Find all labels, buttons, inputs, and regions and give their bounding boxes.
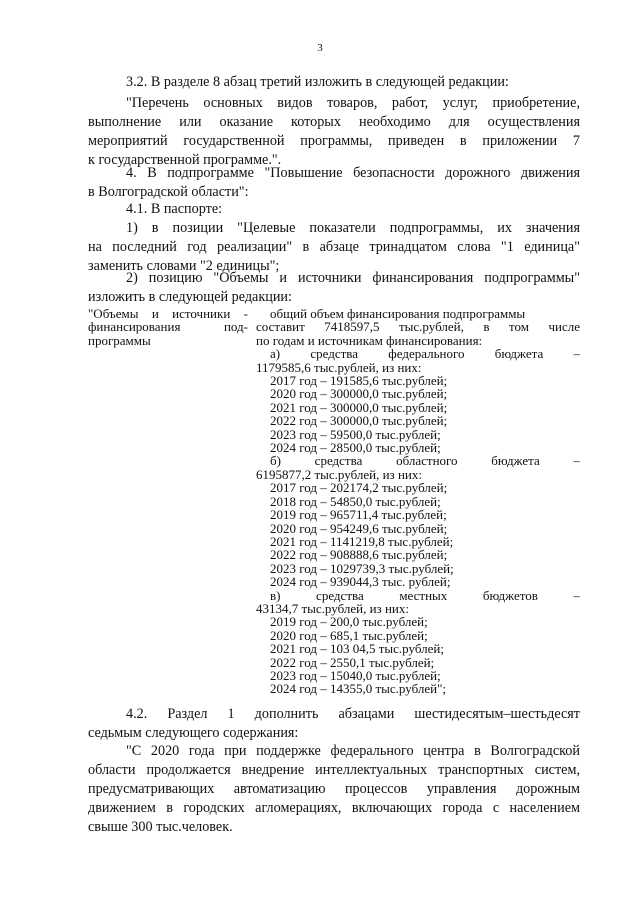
financing-table-label (88, 307, 248, 347)
paragraph-4 (88, 164, 580, 202)
federal-budget-heading: а) средства федерального бюджета – (270, 346, 580, 362)
regional-budget-total: 6195877,2 тыс.рублей, из них: (256, 466, 422, 482)
federal-budget-total: 1179585,6 тыс.рублей, из них: (256, 359, 422, 375)
table-label-line: программы (88, 332, 151, 348)
regional-year-line: 2017 год – 202174,2 тыс.рублей; (270, 480, 448, 496)
regional-year-line: 2020 год – 954249,6 тыс.рублей; (270, 520, 448, 536)
federal-year-line: 2024 год – 28500,0 тыс.рублей; (270, 440, 441, 456)
regional-budget-heading: б) средства областного бюджета – (270, 453, 580, 469)
paragraph-4-1 (88, 200, 580, 219)
paragraph-line: изложить в следующей редакции: (88, 289, 292, 305)
table-line: общий объем финансирования подпрограммы (270, 306, 526, 321)
local-year-line: 2019 год – 200,0 тыс.рублей; (270, 614, 428, 630)
page-number: 3 (317, 42, 323, 54)
paragraph-line: седьмым следующего содержания: (88, 725, 299, 741)
paragraph-line: "С 2020 года при поддержке федерального центра в Волгоградской (126, 743, 580, 759)
paragraph-line: к государственной программе.". (88, 152, 282, 168)
table-line: по годам и источникам финансирования: (256, 332, 483, 348)
regional-year-line: 2021 год – 1141219,8 тыс.рублей; (270, 533, 454, 549)
paragraph-line: движением в городских агломерациях, включающих города с населением (88, 800, 580, 816)
paragraph-item-2 (88, 269, 580, 307)
paragraph-item-1 (88, 219, 580, 276)
table-label-line: "Объемы и источники - (88, 306, 248, 321)
paragraph-line: заменить словами "2 единицы"; (88, 258, 280, 274)
regional-year-line: 2023 год – 1029739,3 тыс.рублей; (270, 560, 454, 576)
local-year-line: 2024 год – 14355,0 тыс.рублей"; (270, 681, 447, 697)
regional-year-line: 2022 год – 908888,6 тыс.рублей; (270, 547, 448, 563)
local-year-line: 2022 год – 2550,1 тыс.рублей; (270, 654, 435, 670)
regional-year-line: 2019 год – 965711,4 тыс.рублей; (270, 507, 447, 523)
federal-year-line: 2023 год – 59500,0 тыс.рублей; (270, 426, 441, 442)
paragraph-line: области продолжается внедрение интеллектуальных транспортных систем, (88, 762, 580, 778)
paragraph-line: свыше 300 тыс.человек. (88, 819, 233, 835)
federal-year-line: 2022 год – 300000,0 тыс.рублей; (270, 413, 448, 429)
table-label-line: финансирования под- (88, 319, 248, 335)
paragraph-line: 1) в позиции "Целевые показатели подпрограммы, их значения (126, 220, 580, 236)
paragraph-line: предусматривающих автоматизацию процессов управления дорожным (88, 781, 580, 797)
paragraph-list-quote (88, 94, 580, 170)
paragraph-line: "Перечень основных видов товаров, работ, услуг, приобретение, (126, 95, 580, 111)
paragraph-line: 4.2. Раздел 1 дополнить абзацами шестидесятым–шестьдесят (126, 706, 580, 722)
paragraph-line: в Волгоградской области": (88, 184, 249, 200)
paragraph-line: 2) позицию "Объемы и источники финансирования подпрограммы" (126, 270, 580, 286)
paragraph-line: мероприятий государственной программы, приведен в приложении 7 (88, 133, 580, 149)
table-line: составит 7418597,5 тыс.рублей, в том числе (256, 319, 580, 335)
local-year-line: 2023 год – 15040,0 тыс.рублей; (270, 667, 441, 683)
paragraph-quote-2020 (88, 742, 580, 837)
paragraph-line: 3.2. В разделе 8 абзац третий изложить в следующей редакции: (126, 74, 509, 90)
financing-table-content (256, 307, 580, 696)
local-year-line: 2020 год – 685,1 тыс.рублей; (270, 627, 428, 643)
federal-year-line: 2020 год – 300000,0 тыс.рублей; (270, 386, 448, 402)
local-budget-heading: в) средства местных бюджетов – (270, 587, 580, 603)
paragraph-4-2 (88, 705, 580, 743)
paragraph-line: 4. В подпрограмме "Повышение безопасности дорожного движения (126, 165, 580, 181)
local-budget-total: 43134,7 тыс.рублей, из них: (256, 600, 409, 616)
paragraph-line: 4.1. В паспорте: (126, 201, 223, 217)
local-year-line: 2021 год – 103 04,5 тыс.рублей; (270, 641, 444, 657)
federal-year-line: 2021 год – 300000,0 тыс.рублей; (270, 399, 448, 415)
paragraph-3-2 (88, 73, 580, 92)
regional-year-line: 2024 год – 939044,3 тыс. рублей; (270, 574, 451, 590)
paragraph-line: выполнение или оказание которых необходимо для осуществления (88, 114, 580, 130)
federal-year-line: 2017 год – 191585,6 тыс.рублей; (270, 373, 448, 389)
paragraph-line: на последний год реализации" в абзаце тринадцатом слова "1 единица" (88, 239, 580, 255)
regional-year-line: 2018 год – 54850,0 тыс.рублей; (270, 493, 441, 509)
